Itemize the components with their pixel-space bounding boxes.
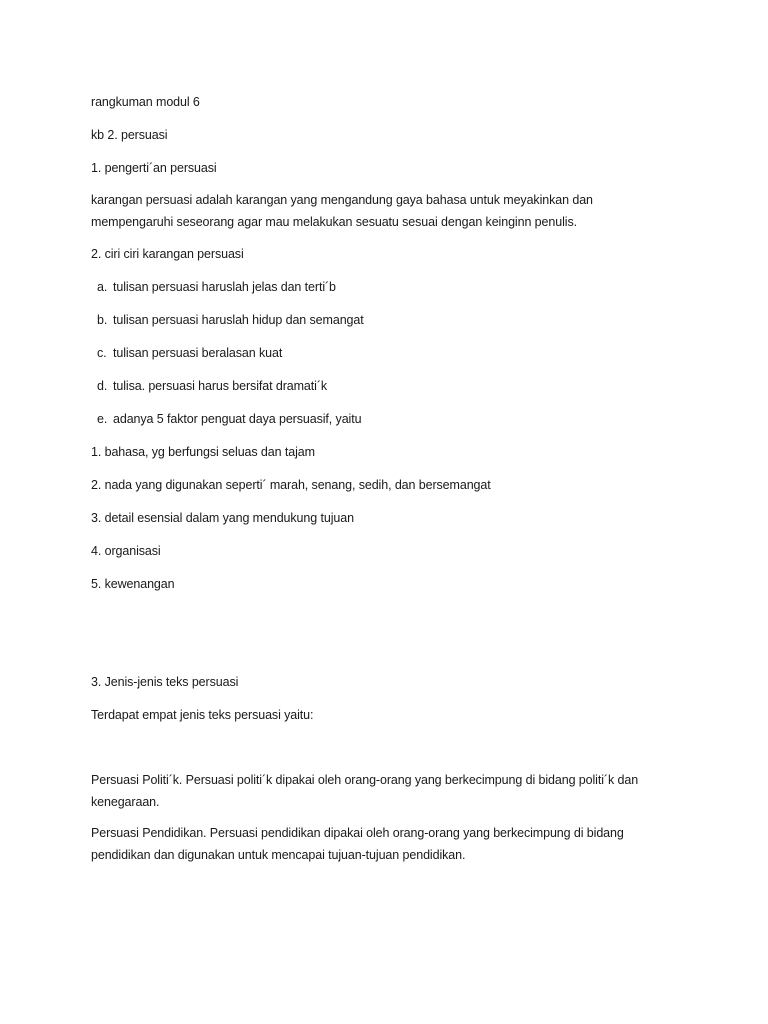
list-item (97, 279, 677, 295)
faktor-item: 2. nada yang digunakan seperti´ marah, senang, sedih, dan bersemangat (91, 478, 491, 492)
list-marker: b. (97, 313, 108, 327)
section-2-heading: 2. ciri ciri karangan persuasi (91, 247, 244, 261)
list-marker: d. (97, 379, 108, 393)
list-item-text: tulisan persuasi haruslah hidup dan semangat (113, 313, 364, 327)
list-marker: a. (97, 280, 108, 294)
section-3-intro: Terdapat empat jenis teks persuasi yaitu: (91, 708, 314, 722)
document-title: rangkuman modul 6 (91, 95, 200, 109)
list-item-text: tulisan persuasi beralasan kuat (113, 346, 283, 360)
faktor-item: 5. kewenangan (91, 577, 175, 591)
jenis-paragraph-pendidikan: Persuasi Pendidikan. Persuasi pendidikan dipakai oleh orang-orang yang berkecimpung di bidang pendidikan dan digunakan untuk mencapai tujuan-tujuan pendidikan. (91, 826, 624, 862)
list-marker: e. (97, 412, 108, 426)
list-marker: c. (97, 346, 107, 360)
section-1-heading: 1. pengerti´an persuasi (91, 161, 217, 175)
document-subtitle: kb 2. persuasi (91, 128, 168, 142)
list-item-text: tulisa. persuasi harus bersifat dramati´k (113, 379, 328, 393)
list-item (97, 345, 677, 361)
list-item (97, 312, 677, 328)
faktor-item: 3. detail esensial dalam yang mendukung tujuan (91, 511, 354, 525)
faktor-item: 4. organisasi (91, 544, 161, 558)
jenis-paragraph-politik: Persuasi Politi´k. Persuasi politi´k dipakai oleh orang-orang yang berkecimpung di bidang politi´k dan kenegaraan. (91, 773, 639, 809)
list-item (97, 411, 677, 427)
section-1-paragraph: karangan persuasi adalah karangan yang mengandung gaya bahasa untuk meyakinkan dan mempengaruhi seseorang agar mau melakukan sesuatu sesuai dengan keinginn penulis. (91, 193, 593, 229)
section-3-heading: 3. Jenis-jenis teks persuasi (91, 675, 239, 689)
list-item-text: adanya 5 faktor penguat daya persuasif, yaitu (113, 412, 362, 426)
faktor-item: 1. bahasa, yg berfungsi seluas dan tajam (91, 445, 315, 459)
list-item-text: tulisan persuasi haruslah jelas dan terti´b (113, 280, 336, 294)
list-item (97, 378, 677, 394)
